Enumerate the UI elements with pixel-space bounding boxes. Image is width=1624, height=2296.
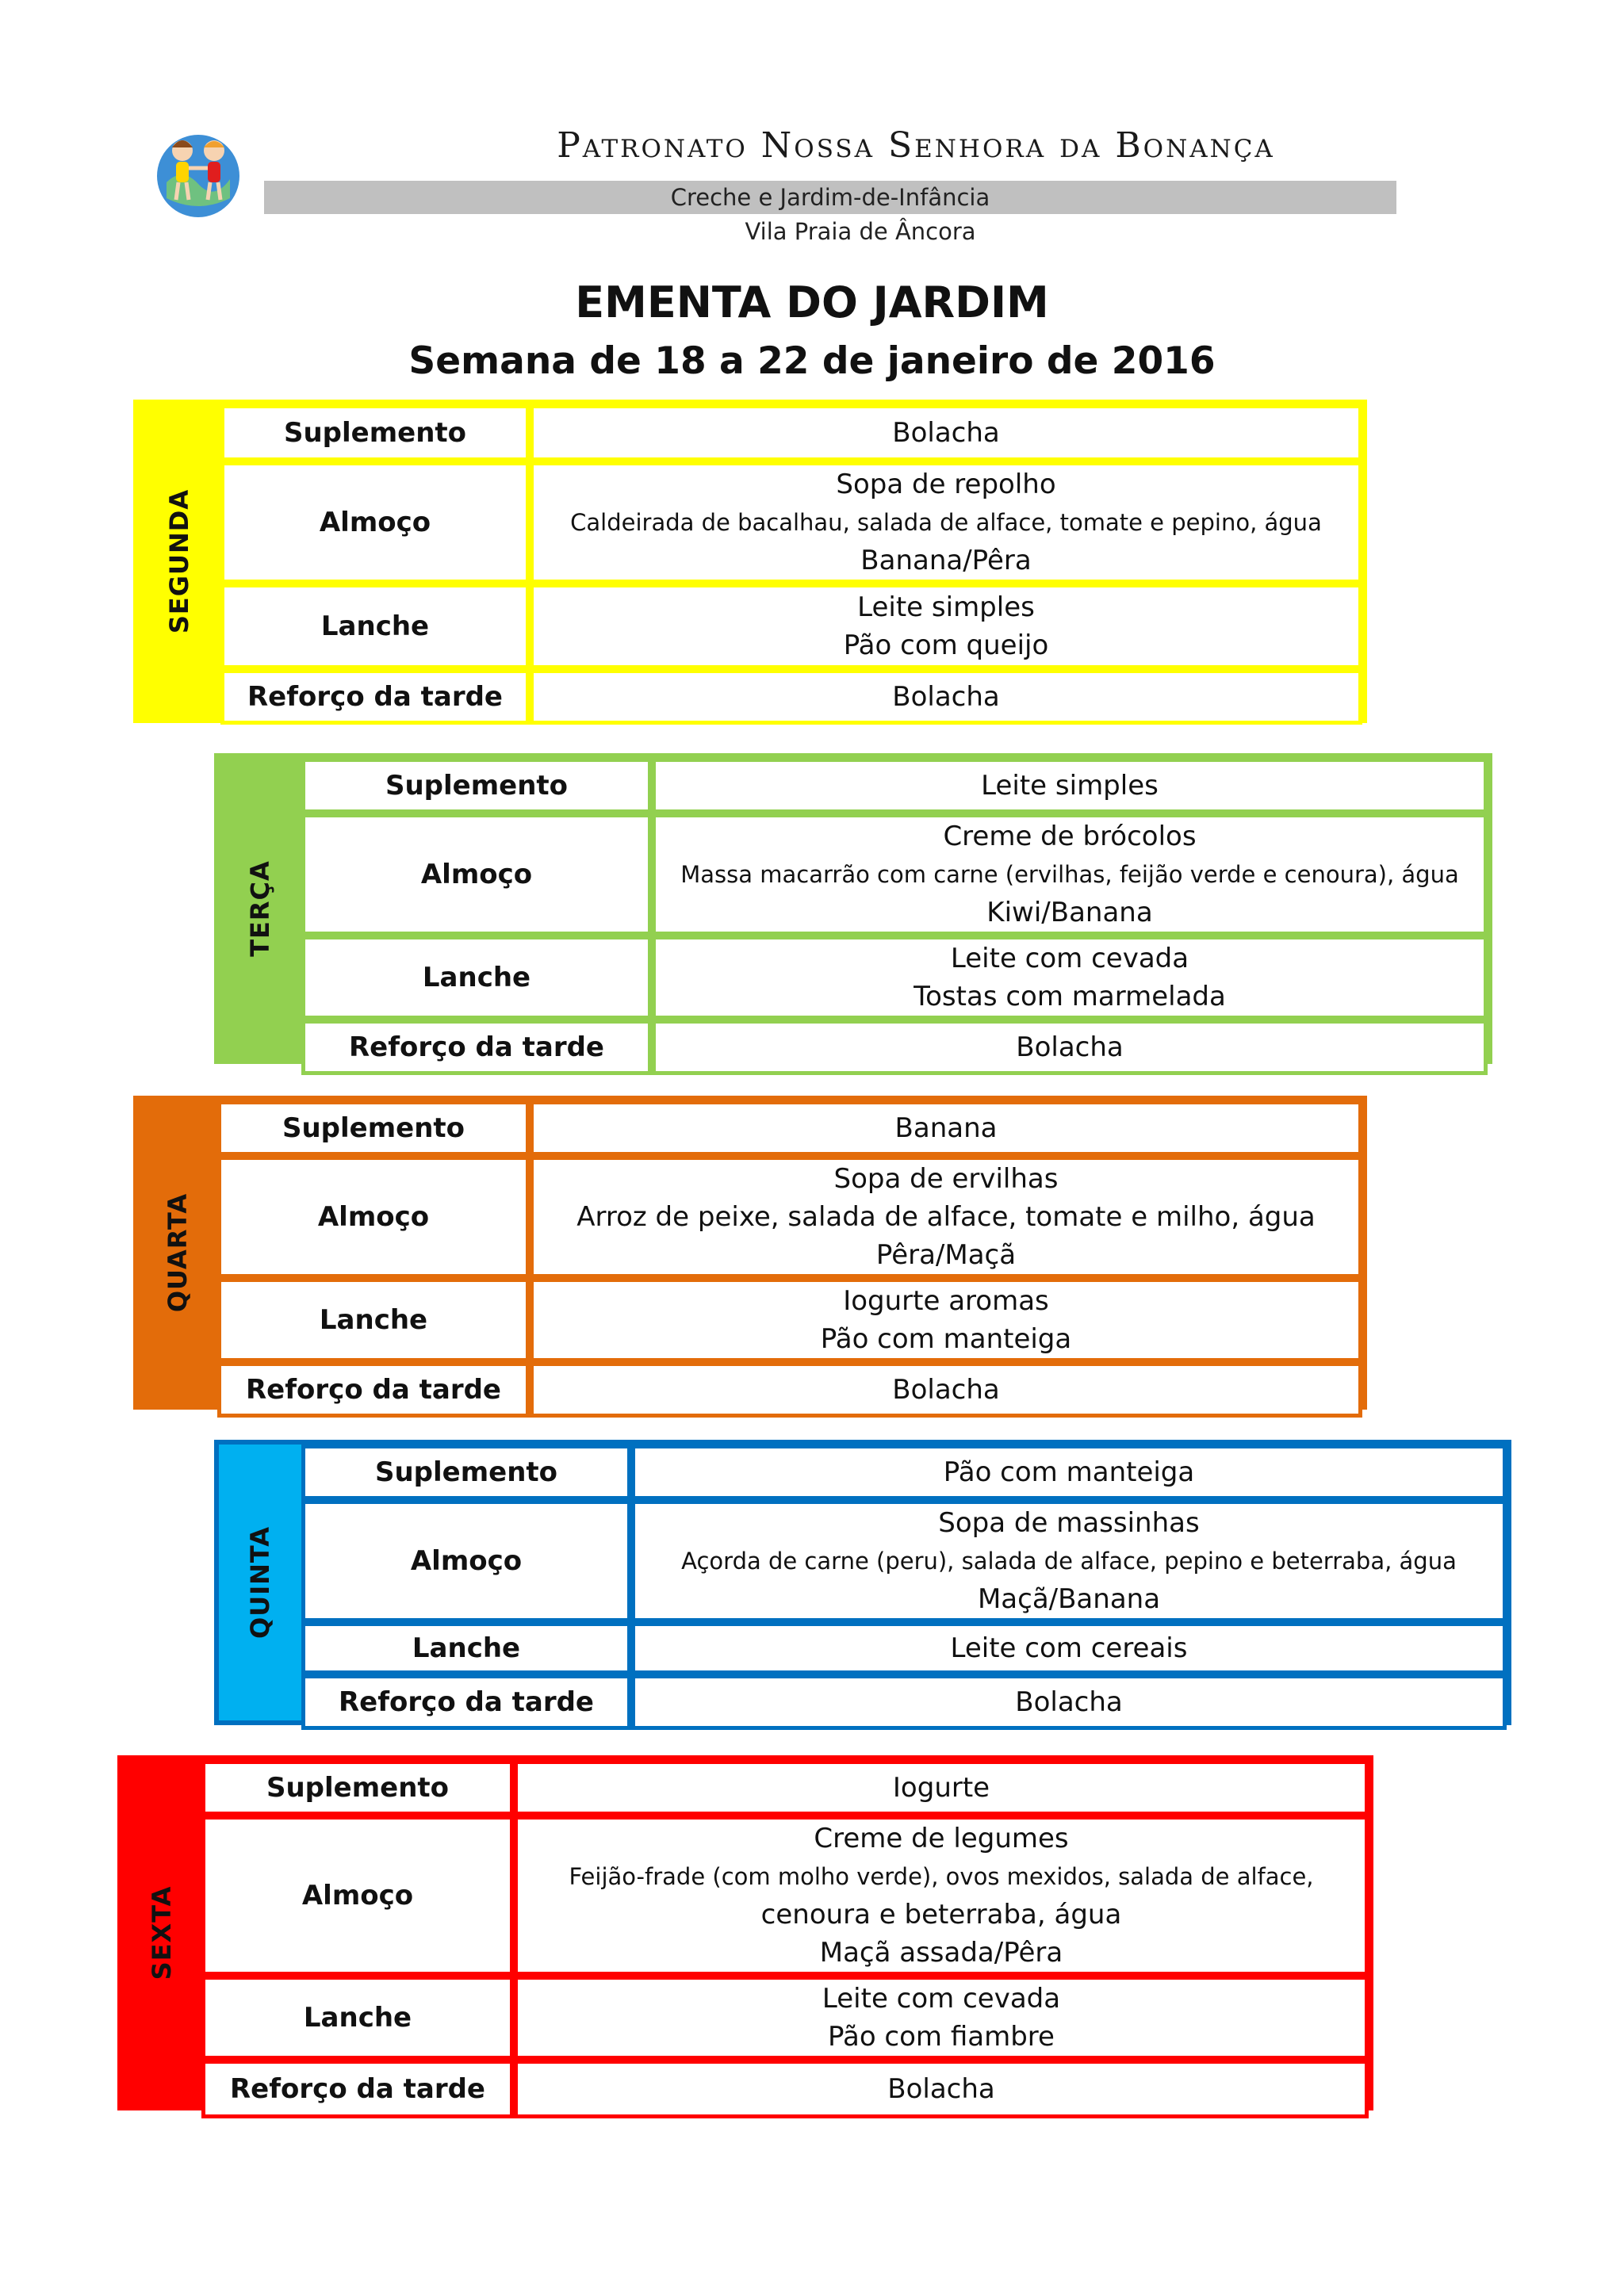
meal-label: Lanche [220, 584, 530, 669]
meal-label: Lanche [301, 1622, 631, 1674]
meal-row [301, 813, 1488, 936]
meal-items [530, 404, 1362, 461]
meal-items [530, 1156, 1362, 1278]
day-label [122, 1760, 201, 2106]
meal-label: Suplemento [201, 1760, 514, 1816]
org-place: Vila Praia de Âncora [745, 218, 976, 245]
day-label [219, 1445, 301, 1720]
meal-items [652, 936, 1488, 1020]
meal-label: Almoço [301, 1500, 631, 1622]
meal-item: Iogurte [892, 1772, 990, 1804]
meal-row [301, 1500, 1507, 1622]
meal-row [217, 1278, 1362, 1362]
meal-item: Leite simples [981, 770, 1159, 802]
meal-item: Tostas com marmelada [914, 981, 1226, 1012]
meal-row [301, 1674, 1507, 1730]
meal-item: Sopa de ervilhas [833, 1163, 1059, 1195]
children-globe-logo-icon [151, 127, 246, 222]
menu-table [217, 1100, 1362, 1418]
meal-label: Almoço [301, 813, 652, 936]
day-name: SEGUNDA [164, 488, 194, 634]
meal-label: Reforço da tarde [217, 1362, 530, 1418]
day-quarta [133, 1096, 1367, 1410]
meal-label: Almoço [217, 1156, 530, 1278]
meal-item: Bolacha [892, 417, 1000, 449]
meal-item: Pão com fiambre [828, 2021, 1055, 2053]
meal-item: Pão com queijo [843, 629, 1049, 661]
meal-row [217, 1362, 1362, 1418]
day-name: QUARTA [163, 1192, 193, 1313]
meal-label: Lanche [301, 936, 652, 1020]
meal-item: Sopa de repolho [836, 469, 1056, 500]
meal-label: Reforço da tarde [301, 1674, 631, 1730]
meal-item: Bolacha [1015, 1686, 1123, 1718]
meal-items [530, 461, 1362, 584]
meal-item: Pêra/Maçã [875, 1239, 1017, 1271]
meal-item: Creme de legumes [814, 1823, 1069, 1854]
day-sexta [117, 1755, 1373, 2110]
meal-item: Leite com cereais [950, 1632, 1188, 1664]
day-name: TERÇA [245, 860, 275, 957]
meal-item: Bolacha [892, 1374, 1000, 1406]
day-label [219, 758, 301, 1059]
meal-row [301, 758, 1488, 813]
meal-item: Bolacha [887, 2073, 995, 2105]
meal-items [652, 1020, 1488, 1075]
meal-label: Lanche [217, 1278, 530, 1362]
meal-row [201, 1976, 1369, 2060]
meal-items [631, 1622, 1507, 1674]
meal-item: cenoura e beterraba, água [760, 1899, 1122, 1931]
meal-item: Banana [894, 1112, 998, 1144]
meal-label: Almoço [201, 1816, 514, 1976]
meal-row [220, 584, 1362, 669]
meal-label: Reforço da tarde [201, 2060, 514, 2118]
menu-table [301, 1445, 1507, 1730]
meal-item: Açorda de carne (peru), salada de alface, pepino e beterraba, água [681, 1548, 1457, 1575]
meal-row [301, 1622, 1507, 1674]
meal-label: Almoço [220, 461, 530, 584]
page-subtitle: Semana de 18 a 22 de janeiro de 2016 [408, 339, 1216, 383]
meal-row [217, 1100, 1362, 1156]
meal-items [530, 669, 1362, 725]
meal-items [530, 584, 1362, 669]
meal-row [201, 1760, 1369, 1816]
meal-items [514, 1816, 1369, 1976]
meal-label: Suplemento [301, 758, 652, 813]
meal-row [301, 1445, 1507, 1500]
meal-row [201, 2060, 1369, 2118]
meal-items [530, 1278, 1362, 1362]
day-label [138, 404, 220, 718]
meal-item: Banana/Pêra [860, 545, 1032, 576]
meal-items [514, 1976, 1369, 2060]
meal-item: Sopa de massinhas [938, 1507, 1200, 1539]
meal-items [631, 1500, 1507, 1622]
menu-table [201, 1760, 1369, 2118]
day-terca [214, 753, 1492, 1064]
meal-item: Bolacha [1016, 1031, 1124, 1063]
meal-row [301, 1020, 1488, 1075]
day-name: SEXTA [147, 1885, 177, 1980]
meal-row [301, 936, 1488, 1020]
meal-items [652, 758, 1488, 813]
meal-items [514, 2060, 1369, 2118]
menu-table [220, 404, 1362, 725]
meal-label: Suplemento [301, 1445, 631, 1500]
meal-label: Lanche [201, 1976, 514, 2060]
meal-item: Leite com cevada [950, 943, 1189, 974]
meal-row [220, 404, 1362, 461]
day-name: QUINTA [245, 1526, 275, 1639]
meal-items [652, 813, 1488, 936]
meal-item: Maçã/Banana [977, 1583, 1161, 1615]
meal-row [217, 1156, 1362, 1278]
meal-item: Feijão-frade (com molho verde), ovos mexidos, salada de alface, [569, 1863, 1314, 1890]
meal-item: Kiwi/Banana [986, 897, 1153, 928]
meal-item: Iogurte aromas [843, 1285, 1049, 1317]
meal-row [201, 1816, 1369, 1976]
meal-item: Leite com cevada [822, 1983, 1061, 2015]
meal-item: Bolacha [892, 681, 1000, 713]
meal-items [530, 1362, 1362, 1418]
meal-item: Arroz de peixe, salada de alface, tomate e milho, água [576, 1201, 1316, 1233]
day-label [138, 1100, 217, 1405]
meal-item: Leite simples [857, 591, 1035, 623]
day-quinta [214, 1440, 1511, 1725]
meal-label: Reforço da tarde [220, 669, 530, 725]
day-segunda [133, 400, 1367, 723]
meal-item: Massa macarrão com carne (ervilhas, feijão verde e cenoura), água [680, 861, 1459, 888]
meal-row [220, 669, 1362, 725]
page-title: EMENTA DO JARDIM [575, 277, 1049, 327]
meal-item: Pão com manteiga [820, 1323, 1072, 1355]
meal-row [220, 461, 1362, 584]
meal-item: Creme de brócolos [943, 821, 1197, 852]
meal-items [631, 1445, 1507, 1500]
meal-items [631, 1674, 1507, 1730]
menu-table [301, 758, 1488, 1075]
meal-item: Caldeirada de bacalhau, salada de alface, tomate e pepino, água [570, 509, 1322, 536]
meal-label: Suplemento [217, 1100, 530, 1156]
meal-label: Suplemento [220, 404, 530, 461]
meal-label: Reforço da tarde [301, 1020, 652, 1075]
org-name: Patronato Nossa Senhora da Bonança [557, 125, 1275, 166]
meal-items [514, 1760, 1369, 1816]
meal-items [530, 1100, 1362, 1156]
org-type-bar: Creche e Jardim-de-Infância [264, 181, 1396, 214]
meal-item: Maçã assada/Pêra [819, 1937, 1063, 1969]
meal-item: Pão com manteiga [943, 1456, 1195, 1488]
